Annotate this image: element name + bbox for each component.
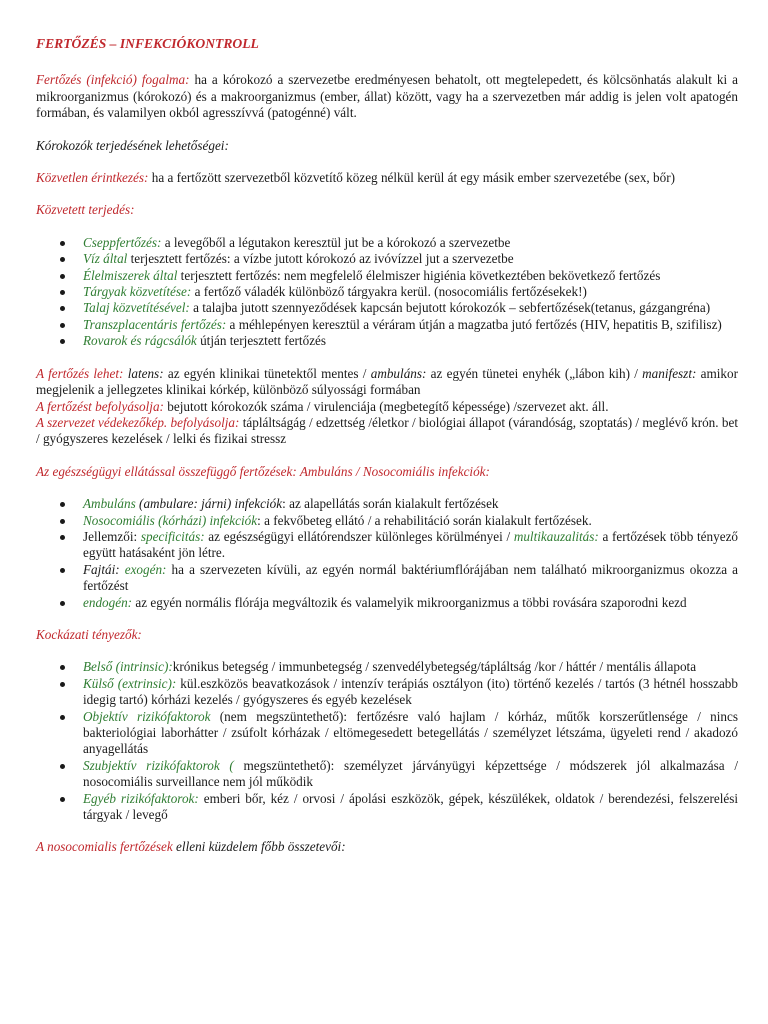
item-text: : az alapellátás során kialakult fertőzések (282, 496, 499, 512)
item-text: az egészségügyi ellátórendszer különleges körülményei / (204, 528, 514, 544)
list-item (83, 562, 738, 595)
item-label: Cseppfertőzés: (83, 234, 162, 250)
item-text: krónikus betegség / immunbetegség / szenvedélybetegség/tápláltság /kor / háttér / mentális állapota (172, 659, 697, 675)
list-item (83, 758, 738, 791)
influence1-label: A fertőzést befolyásolja: (36, 398, 164, 414)
final-heading (36, 839, 738, 855)
forms-label: A fertőzés lehet: (36, 365, 124, 381)
item-text: (nem megszüntethető): fertőzésre való hajlam / kórház, műtők korszerűtlensége / nincs bakteriológiai laborhátter / zsúfolt kórházak / eltömegesedett betegellátás / személyzet létszáma, ügyeleti rend / akadozó anyagellátás (83, 708, 739, 757)
manifeszt-label: manifeszt: (642, 365, 697, 381)
item-text: ha a szervezeten kívüli, az egyén normál baktériumflórájában nem található mikroorganizmus okozza a fertőzést (83, 561, 738, 594)
item-label: Transzplacentáris fertőzés: (83, 316, 227, 332)
item-label: Belső (intrinsic): (83, 659, 173, 675)
list-item (83, 235, 738, 251)
item-text: a méhlepényen keresztül a véráram útján a magzatba jutó fertőzés (HIV, hepatitis B, szifilisz) (226, 316, 722, 332)
item-text: a talajba jutott szennyeződések kapcsán bejutott kórokozók – sebfertőzések(tetanus, gázgangréna) (189, 300, 711, 316)
healthcare-list (36, 496, 738, 611)
list-item (83, 268, 738, 284)
list-item (83, 513, 738, 529)
item-text: az egyén normális flórája megváltozik és valamelyik mikroorganizmus a többi rovására szaporodni kezd (132, 594, 687, 610)
item-text: a fertőző váladék különböző tárgyakra kerül. (nosocomiális fertőzésekek!) (191, 284, 587, 300)
item-text: : a fekvőbeteg ellátó / a rehabilitáció során kialakult fertőzések. (257, 512, 592, 528)
item-label: exogén: (124, 561, 167, 577)
indirect-heading: Közvetett terjedés: (36, 202, 135, 218)
spread-heading: Kórokozók terjedésének lehetőségei: (36, 137, 229, 153)
item-text: kül.eszközös beavatkozások / intenzív terápiás osztályon (ito) történő kezelés / tartós (3 hétnél hosszabb idegig tartó) kórházi kezelés / gyógyszeres és egyéb kezelések (83, 675, 738, 708)
item-label: endogén: (83, 594, 133, 610)
item-text: terjesztett fertőzés: nem megfelelő élelmiszer higiénia következtében bekövetkező fertőzés (177, 267, 661, 283)
risk-heading: Kockázati tényezők: (36, 626, 142, 642)
influence1-text: bejutott kórokozók száma / virulenciája (megbetegítő képessége) /szervezet akt. áll. (163, 398, 609, 414)
list-item (83, 709, 738, 758)
item-text: emberi bőr, kéz / orvosi / ápolási eszközök, gépek, készülékek, oldatok / berendezési, felszerelési tárgyak / levegő (83, 790, 739, 823)
item-label: Élelmiszerek által (83, 267, 178, 283)
item-text: Fajtái: (83, 561, 125, 577)
item-label: Víz által (83, 251, 128, 267)
item-text: a levegőből a légutakon keresztül jut be a kórokozó a szervezetbe (161, 234, 511, 250)
item-label: multikauzalitás: (513, 528, 599, 544)
influence-paragraph-1 (36, 399, 738, 415)
definition-text: ha a kórokozó a szervezetbe eredményesen behatolt, ott megtelepedett, és kölcsönhatás alakult ki a mikroorganizmus (kórokozó) és a makroorganizmus (ember, állat) között, vagy ha a szervezetben már addig is jelen volt apatogén formában, és valamilyen okból agresszívvá (patogénné) vált. (36, 72, 738, 121)
item-text: (ambulare: járni) (135, 496, 235, 512)
item-label: Rovarok és rágcsálók (83, 333, 197, 349)
item-text: a fertőzések több tényező együtt hatásaként jön létre. (83, 528, 739, 561)
list-item (83, 791, 738, 824)
direct-text: ha a fertőzött szervezetből közvetítő közeg nélkül kerül át egy másik ember szervezetébe (sex, bőr) (148, 170, 675, 186)
healthcare-heading: Az egészségügyi ellátással összefüggő fertőzések: Ambuláns / Nosocomiális infekciók: (36, 463, 490, 479)
list-item (83, 300, 738, 316)
latens-text: az egyén klinikai tünetektől mentes / (163, 365, 371, 381)
item-text: megszüntethető): személyzet járványügyi képzettsége / módszerek jól alkalmazása / nosocomiális surveillance nem jól működik (83, 757, 738, 790)
list-item (83, 251, 738, 267)
indirect-list (36, 235, 738, 350)
list-item (83, 284, 738, 300)
document-title: FERTŐZÉS – INFEKCIÓKONTROLL (36, 36, 259, 51)
definition-paragraph (36, 72, 738, 121)
final-label: A nosocomialis fertőzések (36, 839, 173, 855)
influence2-label: A szervezet védekezőkép. befolyásolja: (36, 414, 240, 430)
item-label: Nosocomiális (kórházi) infekciók (83, 512, 258, 528)
risk-list (36, 659, 738, 823)
influence-paragraph-2 (36, 415, 738, 448)
item-label: Szubjektív rizikófaktorok ( (83, 757, 234, 773)
definition-label: Fertőzés (infekció) fogalma: (36, 72, 190, 88)
list-item (83, 529, 738, 562)
direct-contact-paragraph (36, 170, 738, 186)
manifeszt-text: amikor megjelenik a jellegzetes klinikai kórkép, különböző súlyossági formában (36, 365, 738, 398)
ambulans-text: az egyén tünetei enyhék („lábon kih) / (426, 365, 643, 381)
item-label: Külső (extrinsic): (83, 675, 177, 691)
list-item (83, 333, 738, 349)
latens-label: latens: (127, 365, 164, 381)
item-text: infekciók (234, 496, 283, 512)
item-text: útján terjesztett fertőzés (196, 333, 327, 349)
item-label: Ambuláns (83, 496, 136, 512)
ambulans-label: ambuláns: (370, 365, 427, 381)
list-item (83, 659, 738, 675)
item-label: Talaj közvetítésével: (83, 300, 190, 316)
influence2-text: tápláltságág / edzettség /életkor / biológiai állapot (várandóság, szoptatás) / meglévő krón. bet / gyógyszeres kezelések / lelki és fizikai stressz (36, 414, 738, 447)
final-text: elleni küzdelem főbb összetevői: (172, 839, 346, 855)
item-text: terjesztett fertőzés: a vízbe jutott kórokozó az ivóvízzel jut a szervezetbe (127, 251, 514, 267)
list-item (83, 496, 738, 512)
forms-paragraph (36, 366, 738, 399)
list-item (83, 595, 738, 611)
item-label: Egyéb rizikófaktorok: (83, 790, 199, 806)
item-label: Objektív rizikófaktorok (83, 708, 211, 724)
item-text: Jellemzői: (83, 528, 141, 544)
item-label: Tárgyak közvetítése: (83, 284, 192, 300)
list-item (83, 676, 738, 709)
direct-label: Közvetlen érintkezés: (36, 170, 149, 186)
list-item (83, 317, 738, 333)
item-label: specificitás: (140, 528, 205, 544)
